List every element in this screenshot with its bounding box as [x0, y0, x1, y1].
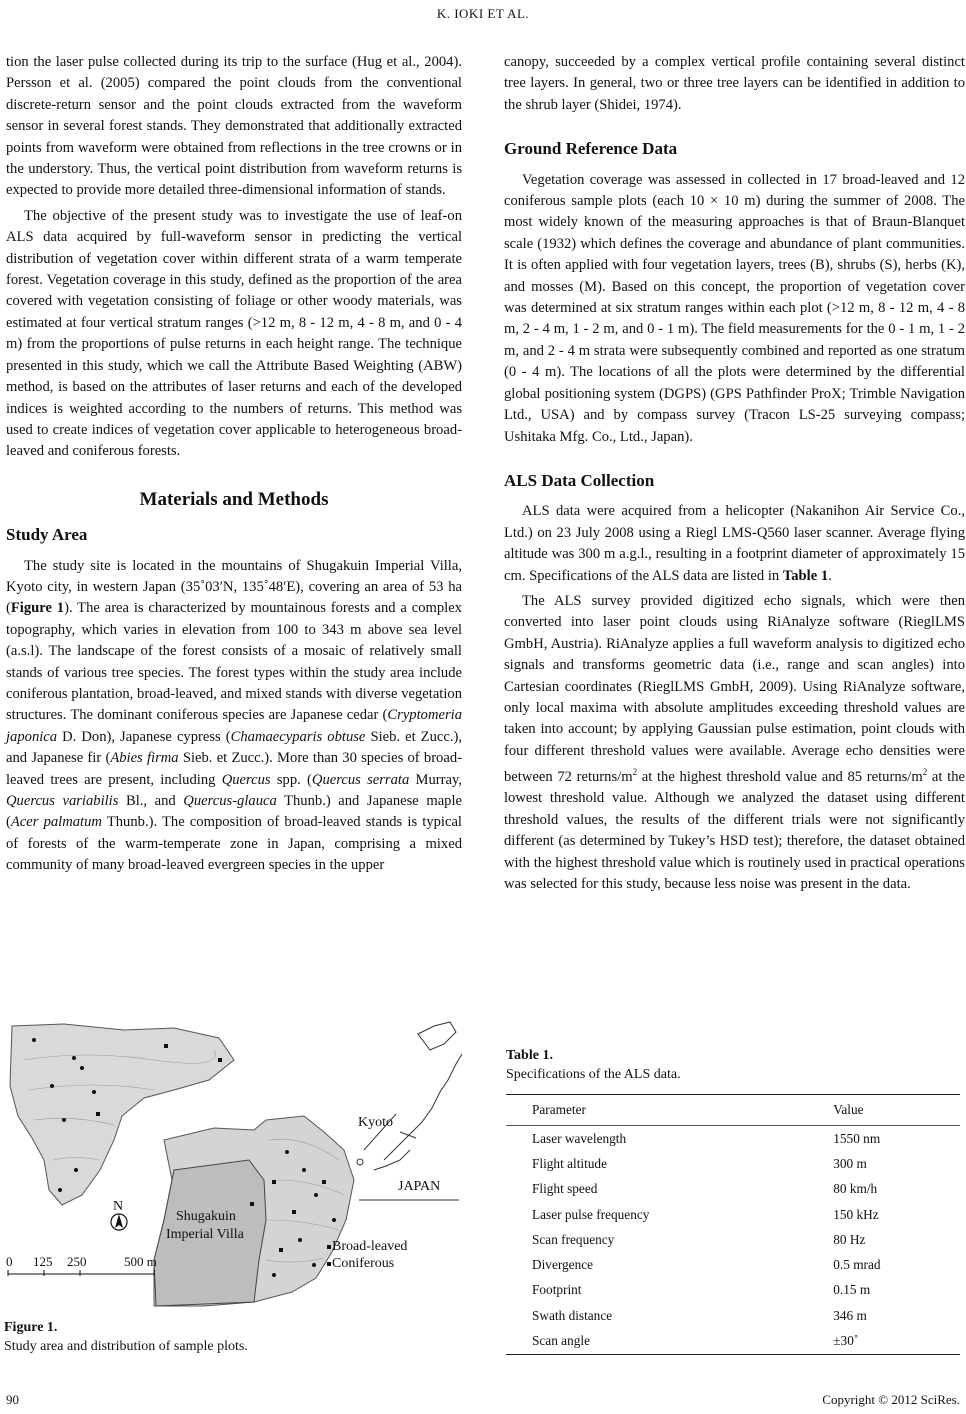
table-cell: 80 km/h [833, 1181, 878, 1197]
figure-label: Figure 1. [4, 1320, 58, 1335]
subsection-heading-ground-reference: Ground Reference Data [504, 139, 678, 159]
table-cell: Flight altitude [532, 1155, 607, 1171]
table-header-row [506, 1095, 960, 1126]
table-row [506, 1278, 960, 1303]
table-cell: Flight speed [532, 1181, 598, 1197]
table-cell: 0.15 m [833, 1282, 871, 1298]
table-cell: 0.5 mrad [833, 1257, 881, 1273]
table-caption [506, 1046, 681, 1084]
table-cell: Scan frequency [532, 1231, 615, 1247]
table-row [506, 1126, 960, 1152]
column-header-parameter: Parameter [506, 1095, 809, 1126]
section-heading-materials-methods: Materials and Methods [139, 488, 329, 510]
table-cell: 346 m [833, 1307, 867, 1323]
table-cell: 80 Hz [833, 1231, 866, 1247]
north-label: N [113, 1199, 124, 1214]
table-row [506, 1227, 960, 1252]
table-cell: Laser pulse frequency [532, 1206, 650, 1222]
right-column [504, 52, 965, 895]
table-cell: 300 m [833, 1155, 867, 1171]
running-header: K. IOKI ET AL. [436, 6, 530, 21]
broad-leaved-legend-marker [327, 1245, 331, 1249]
table-cell: Divergence [532, 1257, 594, 1273]
table-caption-text: Specifications of the ALS data. [506, 1067, 681, 1082]
study-area-map [4, 1020, 464, 1307]
als-spec-table [506, 1094, 960, 1355]
paragraph: tion the laser pulse collected during its trip to the surface (Hug et al., 2004). Persson et al. (2005) compared the point clouds from the conventional discrete-return sensor and the point clouds extracted from the waveform sensor in several forest stands. They demonstrated that additionally extracted points from waveform were obtained from reflections in the tree crowns or in the understory. Thus, the vertical point distribution from waveform returns is expected to provide more detailed three-dimensional information of stands. [6, 54, 462, 199]
scale-label-0: 0 [6, 1254, 13, 1269]
table-cell: 150 kHz [833, 1206, 879, 1222]
paragraph: Vegetation coverage was assessed in collected in 17 broad-leaved and 12 coniferous sample plots (each 10 × 10 m) during the summer of 2008. The most widely known of the measuring approaches is that of Braun-Blanquet scale (1932) which defines the coverage and abundance of plant communities. It is often applied with four vegetation layers, trees (B), shrubs (S), herbs (K), and mosses (M). Based on this concept, the proportion of vegetation cover was determined at six stratum ranges within each plot (>12 m, 8 - 12 m, 4 - 8 m, 2 - 4 m, 1 - 2 m, and 0 - 1 m). The field measurements for the 0 - 1 m, 1 - 2 m, and 2 - 4 m strata were subsequently combined and reported as one stratum (0 - 4 m). The locations of all the plots were determined by the differential global positioning system (DGPS) (GPS Pathfinder ProX; Trimble Navigation Ltd., USA) and by compass survey (Tracon LS-25 surveying compass; Ushitaka Mfg. Co., Ltd., Japan). [504, 171, 965, 445]
subsection-heading-als-collection: ALS Data Collection [504, 470, 655, 490]
villa-label-line2: Imperial Villa [166, 1227, 244, 1242]
scale-label-250: 250 [67, 1254, 87, 1269]
page-number: 90 [6, 1392, 19, 1407]
japan-label: JAPAN [398, 1179, 441, 1194]
column-header-value: Value [809, 1095, 960, 1126]
table-row [506, 1303, 960, 1328]
legend-broad-leaved: Broad-leaved [332, 1239, 408, 1254]
paragraph: The ALS survey provided digitized echo signals, which were then converted into laser point clouds using RiAnalyze software (RieglLMS GmbH, Austria). RiAnalyze applies a full waveform analysis to digitized echo signals and transforms geometric data (i.e., range and scan angles) into Cartesian coordinates (RieglLMS GmbH, 2009). Using RiAnalyze software, only local maxima with absolute amplitudes exceeding threshold values are taken into account; by applying Gaussian pulse estimation, point clouds with four different threshold values were available. Average echo densities were between 72 returns/$m^2$ at the highest threshold value and 85 returns/$m^2$ at the lowest threshold value. Although we analyzed the dataset using different threshold values, the results of the different trials were not significantly different (as determined by Tukey’s HSD test); therefore, the dataset obtained with the highest threshold value which is routinely used in practical operations was selected for this study, because less noise was present in the data. [504, 592, 965, 893]
left-column [6, 52, 462, 877]
table-row [506, 1328, 960, 1354]
scale-label-500: 500 m [124, 1254, 157, 1269]
villa-label-line1: Shugakuin [176, 1209, 236, 1224]
figure-caption [4, 1318, 248, 1356]
table-cell: Laser wavelength [532, 1130, 627, 1146]
subsection-heading-study-area: Study Area [6, 525, 88, 545]
copyright-notice: Copyright © 2012 SciRes. [822, 1392, 960, 1407]
table-row [506, 1252, 960, 1277]
table-cell: Scan angle [506, 1328, 809, 1354]
table-cell: 1550 nm [833, 1130, 881, 1146]
coniferous-legend-marker [327, 1262, 331, 1266]
table-cell: Swath distance [532, 1307, 613, 1323]
paragraph-study-area: The study site is located in the mountains of Shugakuin Imperial Villa, Kyoto city, in western Japan (35˚03′N, 135˚48′E), covering an area of 53 ha (Figure 1). The area is characterized by mountainous forests and a complex topography, which varies in elevation from 100 to 343 m above sea level (a.s.l). The landscape of the forest consists of a mosaic of relatively small stands of various tree species. The forest types within the study area include coniferous plantation, broad-leaved, and mixed stands with diverse vegetation structures. The dominant coniferous species are Japanese cedar (Cryptomeria japonica D. Don), Japanese cypress (Chamaecyparis obtuse Sieb. et Zucc.), and Japanese fir (Abies firma Sieb. et Zucc.). More than 30 species of broad-leaved trees are present, including Quercus spp. (Quercus serrata Murray, Quercus variabilis Bl., and Quercus-glauca Thunb.) and Japanese maple (Acer palmatum Thunb.). The composition of broad-leaved stands is typical of forests of the warm-temperate zone in Japan, comprising a mixed community of many broad-leaved evergreen species in the upper [6, 557, 462, 874]
table-cell: ±30˚ [809, 1328, 960, 1354]
table-row [506, 1151, 960, 1176]
paragraph: The objective of the present study was to investigate the use of leaf-on ALS data acquired by full-waveform sensor in predicting the vertical distribution of vegetation cover within different strata of a warm temperate forest. Vegetation coverage in this study, defined as the proportion of the area covered with vegetation consisting of foliage or other woody materials, was estimated at four vertical stratum ranges (>12 m, 8 - 12 m, 4 - 8 m, and 0 - 4 m) from the proportions of pulse returns in each height range. The technique presented in this study, which we call the Attribute Based Weighting (ABW) method, is based on the attributes of laser returns and each of the developed indices is weighted according to the numbers of returns. This method was used to create indices of vegetation cover applicable to heterogeneous broad-leaved and coniferous forests. [6, 207, 462, 460]
scale-label-125: 125 [33, 1254, 53, 1269]
table-row [506, 1177, 960, 1202]
paragraph: ALS data were acquired from a helicopter (Nakanihon Air Service Co., Ltd.) on 23 July 2008 using a Riegl LMS-Q560 laser scanner. Average flying altitude was 300 m a.g.l., resulting in a footprint diameter of approximately 15 cm. Specifications of the ALS data are listed in Table 1. [504, 503, 965, 584]
table-row [506, 1202, 960, 1227]
paragraph: canopy, succeeded by a complex vertical profile containing several distinct tree layers. In general, two or three tree layers can be identified in addition to the shrub layer (Shidei, 1974). [504, 54, 965, 113]
table-cell: Footprint [532, 1282, 582, 1298]
kyoto-label: Kyoto [358, 1115, 393, 1130]
legend-coniferous: Coniferous [332, 1256, 395, 1271]
figure-caption-text: Study area and distribution of sample plots. [4, 1339, 248, 1354]
table-label: Table 1. [506, 1048, 553, 1063]
